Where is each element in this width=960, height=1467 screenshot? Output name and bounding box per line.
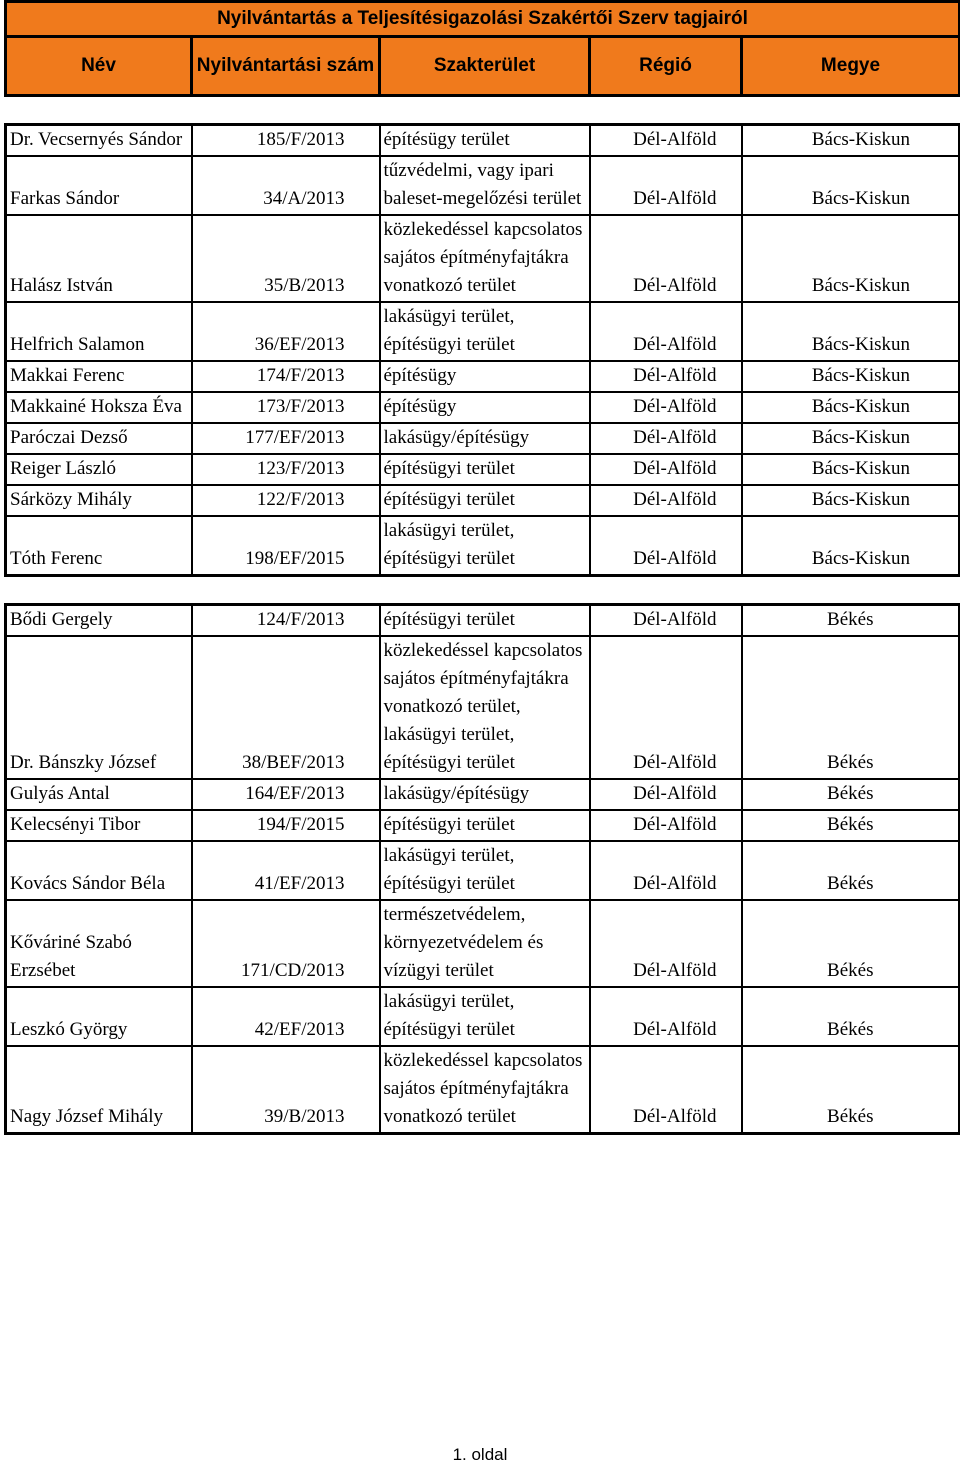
header-regio: Régió [590, 37, 742, 96]
cell-megye: Bács-Kiskun [742, 392, 960, 423]
cell-szam: 34/A/2013 [192, 156, 380, 215]
cell-nev: Reiger László [6, 454, 192, 485]
table-row [6, 516, 960, 576]
cell-szam: 164/EF/2013 [192, 779, 380, 810]
cell-szam: 36/EF/2013 [192, 302, 380, 361]
cell-szam: 185/F/2013 [192, 125, 380, 157]
cell-szakterulet: építésügyi terület [380, 605, 590, 637]
cell-szakterulet: lakásügyi terület, építésügyi terület [380, 987, 590, 1046]
cell-regio: Dél-Alföld [590, 485, 742, 516]
cell-szakterulet: lakásügy/építésügy [380, 423, 590, 454]
cell-regio: Dél-Alföld [590, 841, 742, 900]
cell-megye: Bács-Kiskun [742, 302, 960, 361]
cell-szam: 41/EF/2013 [192, 841, 380, 900]
table-row [6, 987, 960, 1046]
cell-szam: 171/CD/2013 [192, 900, 380, 987]
cell-megye: Bács-Kiskun [742, 516, 960, 576]
cell-szakterulet: természetvédelem, környezetvédelem és vízügyi terület [380, 900, 590, 987]
cell-szakterulet: építésügyi terület [380, 454, 590, 485]
cell-nev: Leszkó György [6, 987, 192, 1046]
table-row [6, 810, 960, 841]
cell-nev: Farkas Sándor [6, 156, 192, 215]
table-row [6, 900, 960, 987]
table-row [6, 215, 960, 302]
cell-regio: Dél-Alföld [590, 454, 742, 485]
cell-szakterulet: építésügyi terület [380, 810, 590, 841]
cell-szam: 177/EF/2013 [192, 423, 380, 454]
cell-szakterulet: építésügy [380, 392, 590, 423]
cell-nev: Paróczai Dezső [6, 423, 192, 454]
cell-szam: 124/F/2013 [192, 605, 380, 637]
cell-szam: 42/EF/2013 [192, 987, 380, 1046]
cell-szakterulet: lakásügyi terület, építésügyi terület [380, 516, 590, 576]
cell-szakterulet: építésügy [380, 361, 590, 392]
cell-nev: Nagy József Mihály [6, 1046, 192, 1134]
table-row [6, 125, 960, 157]
cell-szam: 174/F/2013 [192, 361, 380, 392]
table-row [6, 841, 960, 900]
cell-szakterulet: tűzvédelmi, vagy ipari baleset-megelőzési terület [380, 156, 590, 215]
cell-nev: Kőváriné Szabó Erzsébet [6, 900, 192, 987]
cell-szakterulet: lakásügy/építésügy [380, 779, 590, 810]
cell-regio: Dél-Alföld [590, 605, 742, 637]
table-row [6, 392, 960, 423]
cell-regio: Dél-Alföld [590, 900, 742, 987]
cell-megye: Bács-Kiskun [742, 156, 960, 215]
cell-szakterulet: lakásügyi terület, építésügyi terület [380, 302, 590, 361]
cell-nev: Kovács Sándor Béla [6, 841, 192, 900]
cell-regio: Dél-Alföld [590, 392, 742, 423]
table-row [6, 1046, 960, 1134]
cell-szam: 39/B/2013 [192, 1046, 380, 1134]
cell-nev: Dr. Vecsernyés Sándor [6, 125, 192, 157]
cell-regio: Dél-Alföld [590, 156, 742, 215]
cell-szam: 35/B/2013 [192, 215, 380, 302]
cell-szam: 194/F/2015 [192, 810, 380, 841]
header-megye: Megye [742, 37, 960, 96]
cell-megye: Békés [742, 636, 960, 779]
table-row [6, 454, 960, 485]
table-row [6, 156, 960, 215]
header-nev: Név [6, 37, 192, 96]
table-row [6, 485, 960, 516]
cell-regio: Dél-Alföld [590, 987, 742, 1046]
cell-megye: Békés [742, 1046, 960, 1134]
cell-szakterulet: közlekedéssel kapcsolatos sajátos építményfajtákra vonatkozó terület [380, 215, 590, 302]
table-title: Nyilvántartás a Teljesítésigazolási Szakértői Szerv tagjairól [6, 2, 960, 37]
cell-regio: Dél-Alföld [590, 810, 742, 841]
cell-megye: Békés [742, 841, 960, 900]
cell-megye: Békés [742, 810, 960, 841]
cell-megye: Békés [742, 900, 960, 987]
cell-regio: Dél-Alföld [590, 636, 742, 779]
cell-megye: Bács-Kiskun [742, 423, 960, 454]
cell-nev: Kelecsényi Tibor [6, 810, 192, 841]
cell-megye: Bács-Kiskun [742, 485, 960, 516]
cell-nev: Halász István [6, 215, 192, 302]
cell-nev: Bődi Gergely [6, 605, 192, 637]
table-row [6, 302, 960, 361]
cell-nev: Sárközy Mihály [6, 485, 192, 516]
cell-regio: Dél-Alföld [590, 516, 742, 576]
cell-nev: Gulyás Antal [6, 779, 192, 810]
cell-regio: Dél-Alföld [590, 423, 742, 454]
header-szam: Nyilvántartási szám [192, 37, 380, 96]
cell-nev: Dr. Bánszky József [6, 636, 192, 779]
cell-regio: Dél-Alföld [590, 125, 742, 157]
header-szakterulet: Szakterület [380, 37, 590, 96]
cell-szakterulet: lakásügyi terület, építésügyi terület [380, 841, 590, 900]
cell-megye: Békés [742, 605, 960, 637]
cell-szam: 38/BEF/2013 [192, 636, 380, 779]
cell-regio: Dél-Alföld [590, 302, 742, 361]
table-row [6, 361, 960, 392]
cell-szakterulet: közlekedéssel kapcsolatos sajátos építményfajtákra vonatkozó terület, lakásügyi terület, építésügyi terület [380, 636, 590, 779]
table-row [6, 779, 960, 810]
table-row [6, 605, 960, 637]
cell-szam: 123/F/2013 [192, 454, 380, 485]
cell-megye: Békés [742, 987, 960, 1046]
table-row [6, 636, 960, 779]
cell-megye: Békés [742, 779, 960, 810]
cell-szam: 122/F/2013 [192, 485, 380, 516]
cell-megye: Bács-Kiskun [742, 361, 960, 392]
page-footer: 1. oldal [452, 1445, 508, 1464]
cell-megye: Bács-Kiskun [742, 215, 960, 302]
cell-nev: Makkai Ferenc [6, 361, 192, 392]
registry-table [4, 0, 960, 1135]
cell-regio: Dél-Alföld [590, 361, 742, 392]
table-row [6, 423, 960, 454]
cell-nev: Helfrich Salamon [6, 302, 192, 361]
cell-nev: Tóth Ferenc [6, 516, 192, 576]
cell-szakterulet: építésügy terület [380, 125, 590, 157]
cell-megye: Bács-Kiskun [742, 125, 960, 157]
cell-szam: 198/EF/2015 [192, 516, 380, 576]
header-row [6, 37, 960, 96]
cell-regio: Dél-Alföld [590, 215, 742, 302]
cell-megye: Bács-Kiskun [742, 454, 960, 485]
cell-regio: Dél-Alföld [590, 779, 742, 810]
title-row [6, 2, 960, 37]
cell-szam: 173/F/2013 [192, 392, 380, 423]
cell-szakterulet: építésügyi terület [380, 485, 590, 516]
registry-sheet [4, 0, 958, 1135]
cell-nev: Makkainé Hoksza Éva [6, 392, 192, 423]
cell-regio: Dél-Alföld [590, 1046, 742, 1134]
cell-szakterulet: közlekedéssel kapcsolatos sajátos építményfajtákra vonatkozó terület [380, 1046, 590, 1134]
